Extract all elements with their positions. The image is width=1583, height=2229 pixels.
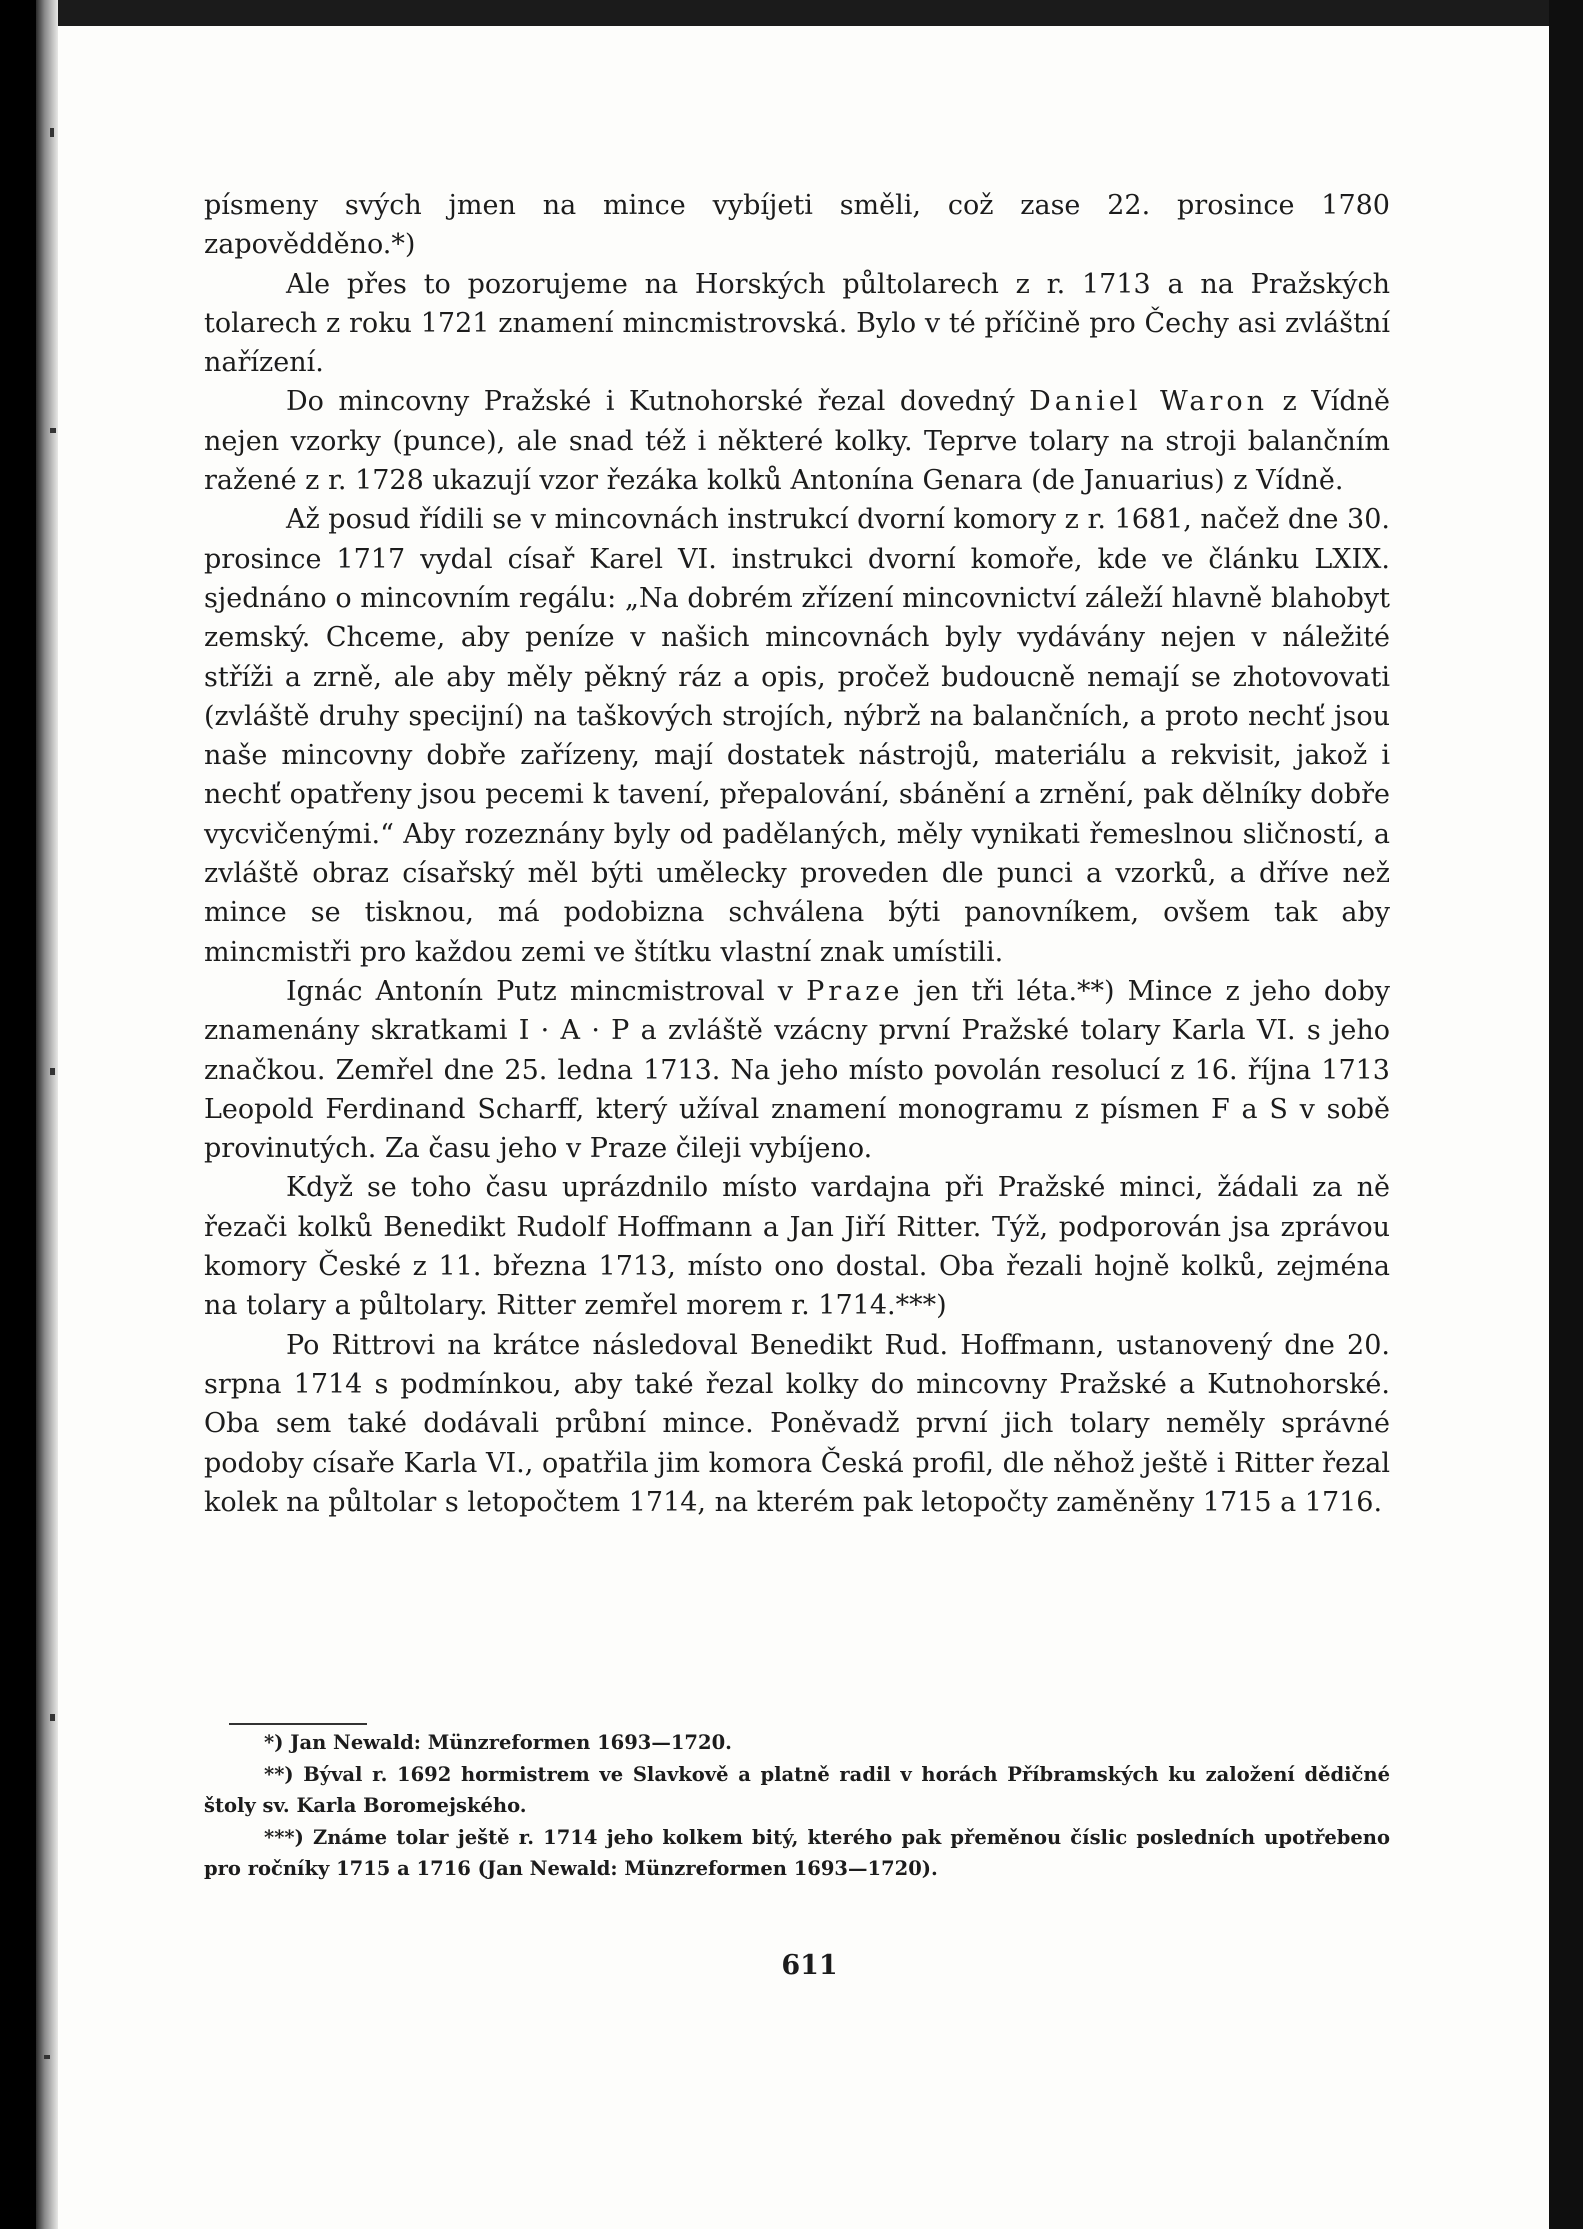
spaced-city: Praze: [806, 975, 904, 1007]
footnote-rule: [229, 1723, 367, 1725]
scan-speck: [50, 428, 56, 433]
scan-speck: [44, 2055, 50, 2059]
page-number: 611: [781, 1950, 838, 1981]
paragraph: Když se toho času uprázdnilo místo vardajna při Pražské minci, žádali za ně řezači kolků Benedikt Rudolf Hoffmann a Jan Jiří Ritter. Týž, podporován jsa zprávou komory České z 11. března 1713, místo ono dostal. Oba řezali hojně kolků, zejména na tolary a půltolary. Ritter zemřel morem r. 1714.***): [204, 1172, 1390, 1322]
binding-edge: [36, 0, 58, 2229]
paragraph: písmeny svých jmen na mince vybíjeti směli, což zase 22. prosince 1780 zapovědděno.*): [204, 190, 1390, 261]
paragraph: [204, 382, 1390, 500]
footnote: ***) Známe tolar ještě r. 1714 jeho kolkem bitý, kterého pak přeměnou číslic posledních upotřebeno pro ročníky 1715 a 1716 (Jan Newald: Münzreformen 1693—1720).: [204, 1825, 1390, 1880]
paragraph: Ale přes to pozorujeme na Horských půltolarech z r. 1713 a na Pražských tolarech z roku 1721 znamení mincmistrovská. Bylo v té příčině pro Čechy asi zvláštní nařízení.: [204, 268, 1390, 379]
paragraph-fragment: jen tři léta.**) Mince z jeho doby znamenány skratkami I · A · P a zvláště vzácny první Pražské tolary Karla VI. s jeho značkou. Zemřel dne 25. ledna 1713. Na jeho místo povolán resolucí z 16. října 1713 Leopold Ferdinand Scharff, který užíval znamení monogramu z písmen F a S v sobě provinutých. Za času jeho v Praze čileji vybíjeno.: [204, 975, 1390, 1165]
scan-top-border: [58, 0, 1583, 26]
scan-right-border: [1549, 0, 1583, 2229]
spaced-name: Daniel Waron: [1029, 386, 1269, 418]
paragraph-fragment: Do mincovny Pražské i Kutnohorské řezal dovedný: [286, 386, 1015, 418]
footnote: **) Býval r. 1692 hormistrem ve Slavkově a platně radil v horách Příbramských ku založení dědičné štoly sv. Karla Boromejského.: [204, 1762, 1390, 1817]
body-text: [204, 186, 1390, 1522]
footnotes: [204, 1727, 1390, 1885]
footnote: *) Jan Newald: Münzreformen 1693—1720.: [264, 1731, 732, 1754]
scan-speck: [50, 1068, 55, 1075]
paragraph: Až posud řídili se v mincovnách instrukcí dvorní komory z r. 1681, načež dne 30. prosince 1717 vydal císař Karel VI. instrukci dvorní komoře, kde ve článku LXIX. sjednáno o mincovním regálu: „Na dobrém zřízení mincovnictví záleží hlavně blahobyt zemský. Chceme, aby peníze v našich mincovnách byly vydávány nejen v náležité stříži a zrně, ale aby měly pěkný ráz a opis, pročež budoucně nemají se zhotovovati (zvláště druhy specijní) na taškových strojích, nýbrž na balančních, a proto nechť jsou naše mincovny dobře zařízeny, mají dostatek nástrojů, materiálu a rekvisit, jakož i nechť opatřeny jsou pecemi k tavení, přepalování, sbánění a zrnění, pak dělníky dobře vycvičenými.“ Aby rozeznány byly od padělaných, měly vynikati řemeslnou sličností, a zvláště obraz císařský měl býti umělecky proveden dle punci a vzorků, a dříve než mince se tisknou, má podobizna schválena býti panovníkem, ovšem tak aby mincmistři pro každou zemi ve štítku vlastní znak umístili.: [204, 504, 1390, 968]
paragraph-fragment: z Vídně nejen vzorky (punce), ale snad též i některé kolky. Teprve tolary na stroji balančním ražené z r. 1728 ukazují vzor řezáka kolků Antonína Genara (de Januarius) z Vídně.: [204, 386, 1390, 497]
scan-speck: [50, 1714, 55, 1721]
paragraph-fragment: Ignác Antonín Putz mincmistroval v: [286, 975, 794, 1007]
paragraph: Po Rittrovi na krátce následoval Benedikt Rud. Hoffmann, ustanovený dne 20. srpna 1714 s podmínkou, aby také řezal kolky do mincovny Pražské a Kutnohorské. Oba sem také dodávali průbní mince. Poněvadž první jich tolary neměly správné podoby císaře Karla VI., opatřila jim komora Česká profil, dle něhož ještě i Ritter řezal kolek na půltolar s letopočtem 1714, na kterém pak letopočty zaměněny 1715 a 1716.: [204, 1329, 1390, 1518]
scan-speck: [50, 128, 54, 137]
paragraph: [204, 972, 1390, 1168]
page: [36, 0, 1583, 2229]
